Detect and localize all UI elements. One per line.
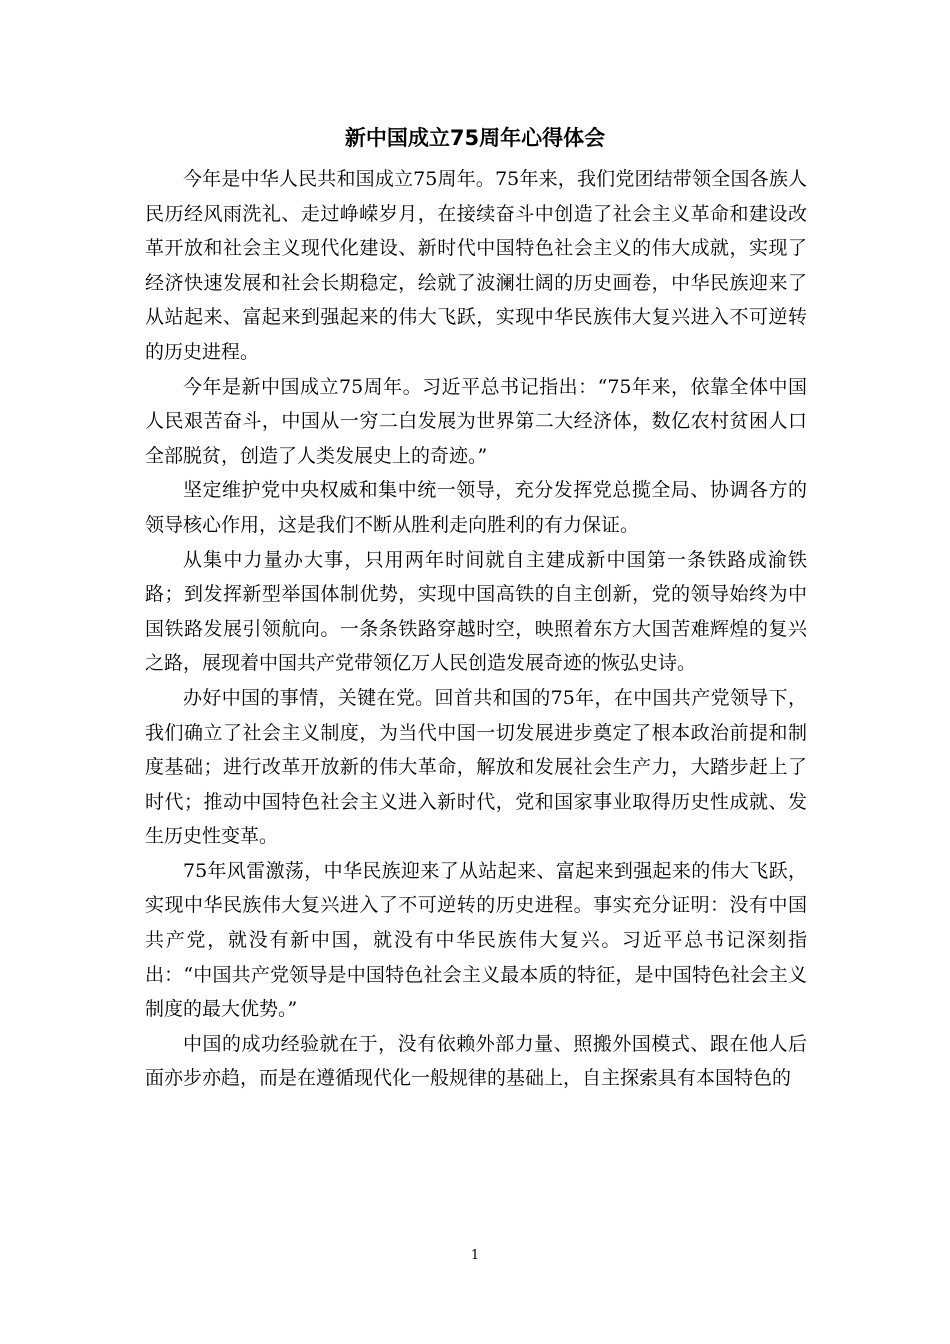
document-body — [145, 162, 807, 1096]
paragraph-4: 从集中力量办大事，只用两年时间就自主建成新中国第一条铁路成渝铁路；到发挥新型举国体制优势，实现中国高铁的自主创新，党的领导始终为中国铁路发展引领航向。一条条铁路穿越时空，映照着东方大国苦难辉煌的复兴之路，展现着中国共产党带领亿万人民创造发展奇迹的恢弘史诗。 — [145, 548, 807, 675]
document-title: 新中国成立75周年心得体会 — [344, 126, 606, 150]
paragraph-3: 坚定维护党中央权威和集中统一领导，充分发挥党总揽全局、协调各方的领导核心作用，这是我们不断从胜利走向胜利的有力保证。 — [145, 479, 807, 536]
paragraph-6: 75年风雷激荡，中华民族迎来了从站起来、富起来到强起来的伟大飞跃，实现中华民族伟大复兴进入了不可逆转的历史进程。事实充分证明：没有中国共产党，就没有新中国，就没有中华民族伟大复兴。习近平总书记深刻指出：“中国共产党领导是中国特色社会主义最本质的特征，是中国特色社会主义制度的最大优势。” — [145, 859, 807, 1021]
paragraph-1: 今年是中华人民共和国成立75周年。75年来，我们党团结带领全国各族人民历经风雨洗礼、走过峥嵘岁月，在接续奋斗中创造了社会主义革命和建设改革开放和社会主义现代化建设、新时代中国特色社会主义的伟大成就，实现了经济快速发展和社会长期稳定，绘就了波澜壮阔的历史画卷，中华民族迎来了从站起来、富起来到强起来的伟大飞跃，实现中华民族伟大复兴进入不可逆转的历史进程。 — [145, 168, 807, 363]
page-number: 1 — [470, 1248, 480, 1263]
paragraph-2: 今年是新中国成立75周年。习近平总书记指出：“75年来，依靠全体中国人民艰苦奋斗，中国从一穷二白发展为世界第二大经济体，数亿农村贫困人口全部脱贫，创造了人类发展史上的奇迹。” — [145, 375, 807, 467]
paragraph-7: 中国的成功经验就在于，没有依赖外部力量、照搬外国模式、跟在他人后面亦步亦趋，而是在遵循现代化一般规律的基础上，自主探索具有本国特色的 — [145, 1032, 807, 1090]
paragraph-5: 办好中国的事情，关键在党。回首共和国的75年，在中国共产党领导下，我们确立了社会主义制度，为当代中国一切发展进步奠定了根本政治前提和制度基础；进行改革开放新的伟大革命，解放和发展社会生产力，大踏步赶上了时代；推动中国特色社会主义进入新时代，党和国家事业取得历史性成就、发生历史性变革。 — [145, 686, 807, 848]
